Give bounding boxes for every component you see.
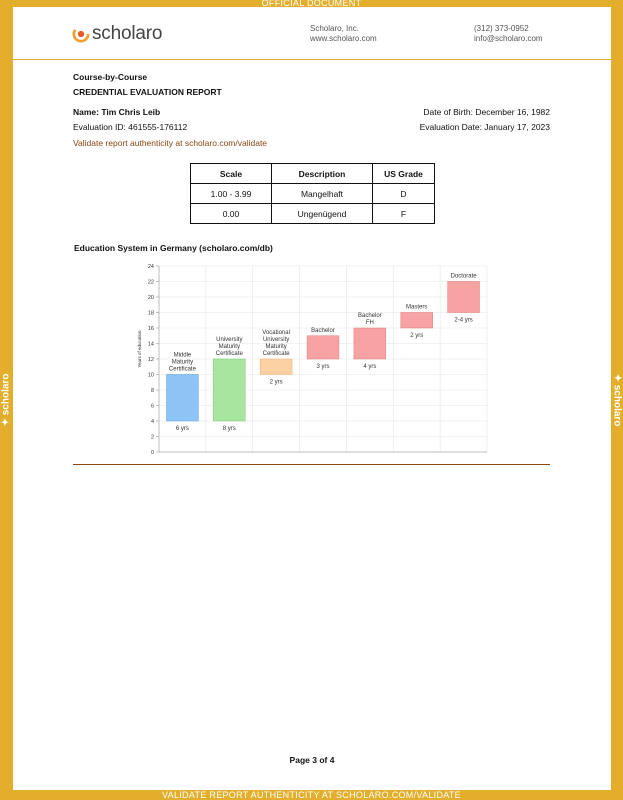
duration-label: 2 yrs xyxy=(269,379,283,386)
bar-label: University xyxy=(262,337,290,343)
table-cell: D xyxy=(373,184,435,204)
bar xyxy=(354,328,386,359)
table-row xyxy=(191,184,435,204)
evaluation-date: Evaluation Date: January 17, 2023 xyxy=(419,122,550,132)
bar xyxy=(260,359,292,375)
bar-label: Masters xyxy=(406,304,428,311)
column-header: Description xyxy=(272,164,373,184)
report-title: CREDENTIAL EVALUATION REPORT xyxy=(73,87,222,97)
bar-label: Certificate xyxy=(215,351,243,357)
column-header: US Grade xyxy=(373,164,435,184)
document-page xyxy=(13,7,611,790)
bar-label: Bachelor xyxy=(311,327,335,334)
table-cell: 0.00 xyxy=(191,204,272,224)
y-tick-label: 18 xyxy=(147,310,154,317)
bar xyxy=(166,375,198,422)
y-tick-label: 20 xyxy=(147,295,154,301)
bar xyxy=(213,359,245,421)
y-tick-label: 4 xyxy=(150,419,154,425)
y-tick-label: 2 xyxy=(150,434,154,441)
top-banner: OFFICIAL DOCUMENT xyxy=(261,0,362,7)
company-url: www.scholaro.com xyxy=(310,34,377,43)
phone-number: (312) 373-0952 xyxy=(474,24,529,33)
email-address: info@scholaro.com xyxy=(474,34,543,43)
table-cell: Mangelhaft xyxy=(272,184,373,204)
y-tick-label: 10 xyxy=(147,372,154,379)
duration-label: 2 yrs xyxy=(410,333,424,339)
scholaro-logo-icon: ✦ xyxy=(611,373,623,382)
table-cell: F xyxy=(373,204,435,224)
logo-text: scholaro xyxy=(92,23,163,44)
scholaro-logo-icon: ✦ xyxy=(0,418,12,427)
y-tick-label: 16 xyxy=(147,326,154,332)
bar-label: FH xyxy=(365,320,374,326)
date-of-birth: Date of Birth: December 16, 1982 xyxy=(423,107,550,117)
student-name: Name: Tim Chris Leib xyxy=(73,107,161,117)
y-tick-label: 8 xyxy=(150,388,154,394)
chart-title: Education System in Germany (scholaro.com/db) xyxy=(74,243,273,253)
bar-label: Certificate xyxy=(262,351,290,357)
table-row xyxy=(191,204,435,224)
duration-label: 3 yrs xyxy=(316,364,330,370)
duration-label: 2-4 yrs xyxy=(454,317,473,324)
column-header: Scale xyxy=(191,164,272,184)
grade-scale-table xyxy=(190,163,435,224)
bar-label: Maturity xyxy=(218,344,240,350)
report-type: Course-by-Course xyxy=(73,72,148,82)
duration-label: 4 yrs xyxy=(363,364,377,370)
side-logo-text: scholaro xyxy=(611,384,623,427)
page-number: Page 3 of 4 xyxy=(289,755,335,765)
bar-label: Vocational xyxy=(262,330,290,336)
scholaro-logo-icon xyxy=(72,25,90,43)
bottom-banner: VALIDATE REPORT AUTHENTICITY AT SCHOLARO.COM/VALIDATE xyxy=(162,790,461,800)
evaluation-id: Evaluation ID: 461555-176112 xyxy=(73,122,188,132)
y-tick-label: 14 xyxy=(147,341,154,348)
side-logo-left xyxy=(1,374,12,427)
company-name: Scholaro, Inc. xyxy=(310,24,359,33)
bar-label: Maturity xyxy=(171,359,194,366)
duration-label: 8 yrs xyxy=(222,426,236,432)
education-system-chart xyxy=(129,258,489,458)
table-header-row xyxy=(191,164,435,184)
side-logo-text: scholaro xyxy=(0,373,12,416)
side-logo-right xyxy=(612,374,623,427)
table-cell: Ungenügend xyxy=(272,204,373,224)
y-tick-label: 0 xyxy=(150,450,154,456)
bar-label: Certificate xyxy=(168,366,196,373)
y-tick-label: 12 xyxy=(147,357,154,363)
duration-label: 6 yrs xyxy=(175,426,189,432)
scholaro-logo xyxy=(72,23,162,45)
bar-label: Doctorate xyxy=(450,273,477,280)
y-axis-label: Years of education xyxy=(137,330,142,368)
company-info xyxy=(310,24,377,44)
header-divider xyxy=(13,59,611,60)
y-tick-label: 24 xyxy=(147,264,154,270)
bar xyxy=(401,313,433,329)
bar-label: Bachelor xyxy=(358,313,382,319)
validate-link[interactable]: Validate report authenticity at scholaro.com/validate xyxy=(73,138,268,148)
table-cell: 1.00 - 3.99 xyxy=(191,184,272,204)
bar xyxy=(448,282,480,313)
bar-label: Maturity xyxy=(265,344,287,350)
bar xyxy=(307,336,339,359)
bar-label: University xyxy=(216,337,243,343)
bar-label: Middle xyxy=(173,352,192,359)
section-divider xyxy=(73,464,550,465)
y-tick-label: 6 xyxy=(150,403,154,410)
y-tick-label: 22 xyxy=(147,279,154,286)
contact-info xyxy=(474,24,543,44)
